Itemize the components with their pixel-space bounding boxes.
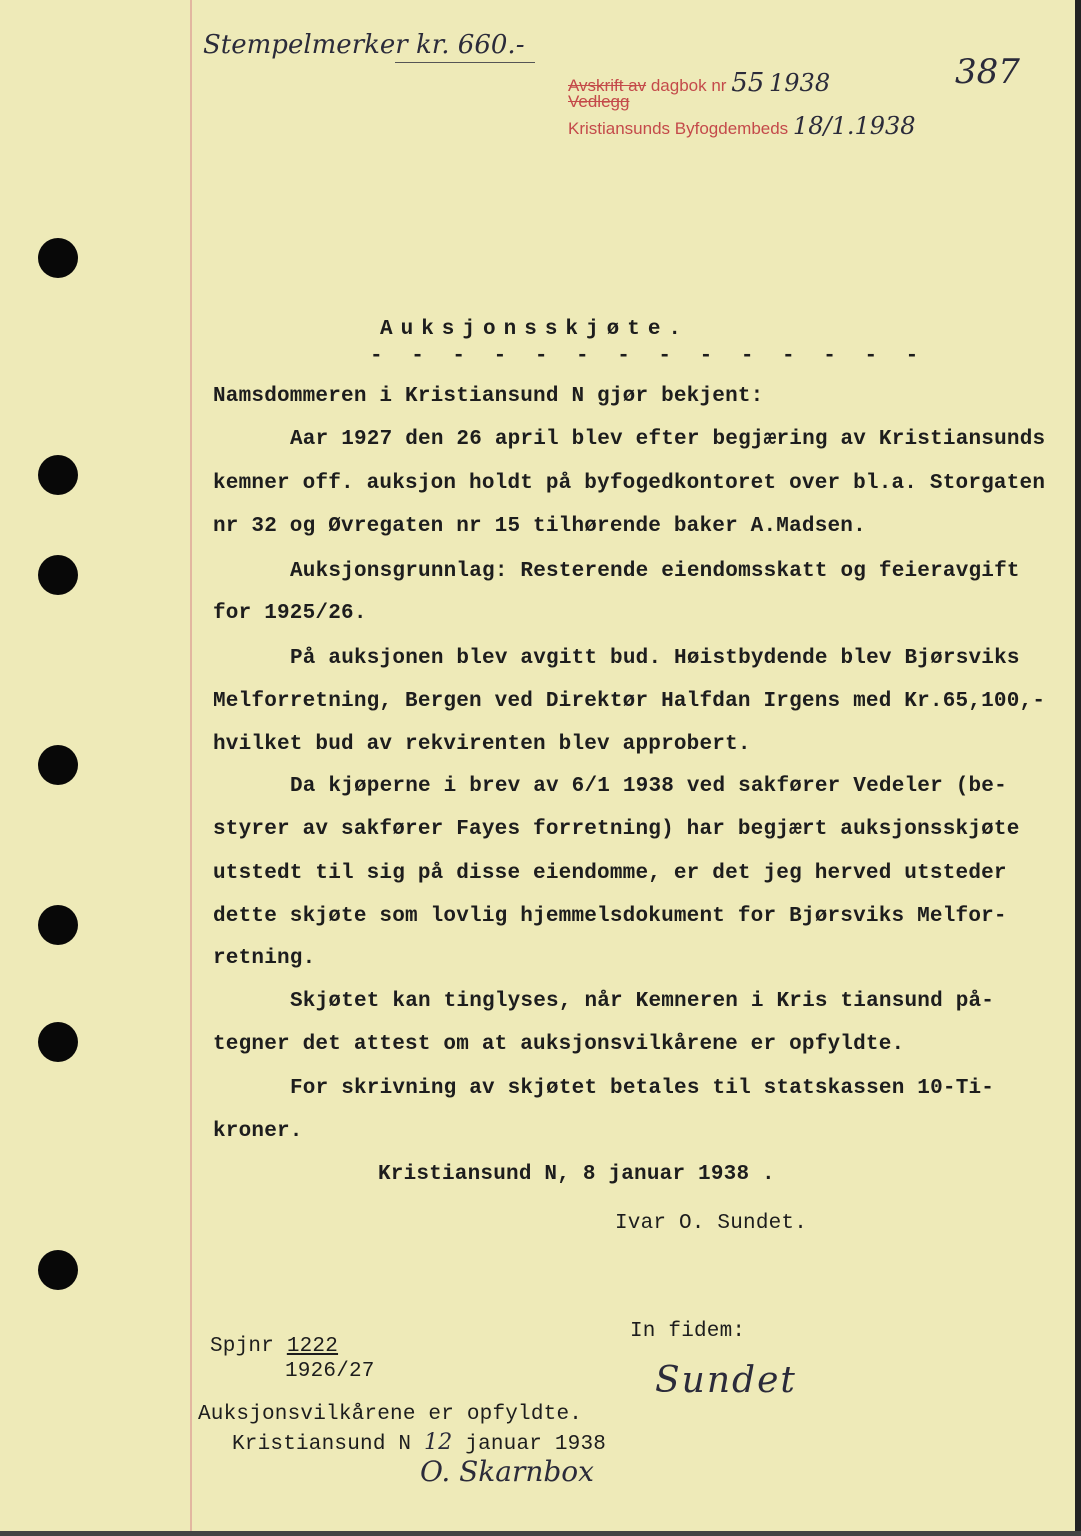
body-line: På auksjonen blev avgitt bud. Høistbydende blev Bjørsviks (290, 647, 1020, 670)
stamp-dagbok-number: 55 (731, 68, 765, 98)
body-line: Da kjøperne i brev av 6/1 1938 ved sakfører Vedeler (be- (290, 775, 1007, 798)
stamp-line-2: Vedlegg (568, 92, 630, 111)
body-line: kemner off. auksjon holdt på byfogedkontoret over bl.a. Storgaten (213, 472, 1046, 495)
page-number: 387 (955, 52, 1020, 92)
scan-edge-bottom (0, 1531, 1081, 1536)
stamp-year: 1938 (769, 69, 831, 97)
punch-hole (38, 455, 78, 495)
signature-in-fidem: Sundet (655, 1360, 797, 1401)
body-line: for 1925/26. (213, 602, 367, 625)
body-line: utstedt til sig på disse eiendomme, er det jeg herved utsteder (213, 862, 1007, 885)
body-line: tegner det attest om at auksjonsvilkårene er opfyldte. (213, 1033, 905, 1056)
body-line: Melforretning, Bergen ved Direktør Halfdan Irgens med Kr.65,100,- (213, 690, 1046, 713)
body-line: nr 32 og Øvregaten nr 15 tilhørende baker A.Madsen. (213, 515, 866, 538)
body-line: Auksjonsgrunnlag: Resterende eiendomsskatt og feieravgift (290, 560, 1020, 583)
document-title: Auksjonsskjøte. (380, 318, 690, 341)
punch-hole (38, 238, 78, 278)
in-fidem-label: In fidem: (630, 1320, 746, 1343)
body-line: dette skjøte som lovlig hjemmelsdokument for Bjørsviks Melfor- (213, 905, 1007, 928)
stamp-line-3: Kristiansunds Byfogdembeds 18/1.1938 (568, 112, 916, 140)
spjnr-number: 1222 (286, 1335, 339, 1358)
date-line: Kristiansund N, 8 januar 1938 . (378, 1163, 775, 1186)
spjnr-year: 1926/27 (285, 1360, 375, 1383)
handwritten-fee: Stempelmerker kr. 660.- (203, 30, 525, 60)
body-line: retning. (213, 947, 316, 970)
body-line: kroner. (213, 1120, 303, 1143)
stamp-line-1: Avskrift av dagbok nr 55 1938 (568, 68, 831, 98)
footer-line-1: Auksjonsvilkårene er opfyldte. (198, 1403, 583, 1426)
signature-footer: O. Skarnbox (420, 1455, 594, 1488)
punch-hole (38, 1250, 78, 1290)
footer-day: 12 (424, 1430, 453, 1455)
footer-line-2: Kristiansund N 12 januar 1938 (232, 1430, 607, 1456)
body-line: Skjøtet kan tinglyses, når Kemneren i Kris tiansund på- (290, 990, 995, 1013)
body-line: For skrivning av skjøtet betales til statskassen 10-Ti- (290, 1077, 995, 1100)
stamp-date: 18/1.1938 (792, 112, 916, 140)
punch-hole (38, 745, 78, 785)
body-line: Aar 1927 den 26 april blev efter begjæring av Kristiansunds (290, 428, 1046, 451)
margin-line (190, 0, 192, 1536)
punch-hole (38, 555, 78, 595)
punch-hole (38, 905, 78, 945)
fee-underline (395, 62, 535, 63)
spjnr-label: Spjnr 1222 (210, 1335, 339, 1358)
body-line: styrer av sakfører Fayes forretning) har begjært auksjonsskjøte (213, 818, 1020, 841)
scan-edge-right (1075, 0, 1081, 1536)
body-line: Namsdommeren i Kristiansund N gjør bekjent: (213, 385, 764, 408)
punch-hole (38, 1022, 78, 1062)
title-underline: - - - - - - - - - - - - - - (370, 345, 927, 368)
signer-name: Ivar O. Sundet. (615, 1212, 808, 1235)
body-line: hvilket bud av rekvirenten blev approbert. (213, 733, 751, 756)
